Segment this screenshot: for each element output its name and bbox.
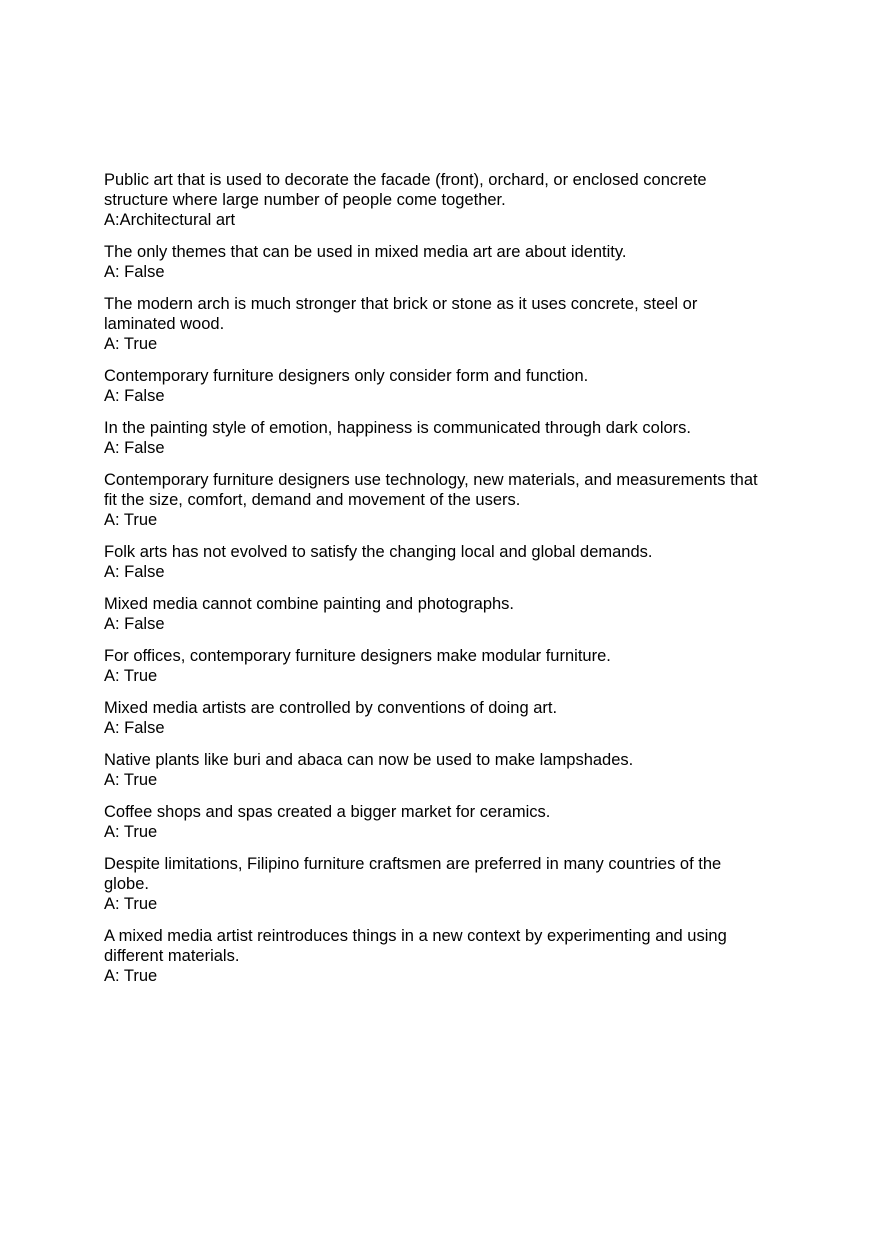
qa-item: [104, 470, 764, 530]
answer-text: A: False: [104, 719, 165, 737]
answer-text: A: False: [104, 387, 165, 405]
qa-item: [104, 242, 764, 282]
question-text: The only themes that can be used in mixed media art are about identity.: [104, 243, 627, 261]
qa-item: [104, 366, 764, 406]
question-text: Contemporary furniture designers only consider form and function.: [104, 367, 589, 385]
answer-text: A: False: [104, 563, 165, 581]
question-text: The modern arch is much stronger that brick or stone as it uses concrete, steel or laminated wood.: [104, 295, 698, 333]
question-text: Native plants like buri and abaca can now be used to make lampshades.: [104, 751, 634, 769]
answer-text: A: True: [104, 511, 158, 529]
qa-item: [104, 698, 764, 738]
answer-text: A: True: [104, 335, 158, 353]
qa-item: [104, 854, 764, 914]
qa-item: [104, 418, 764, 458]
qa-item: [104, 170, 764, 230]
qa-item: [104, 542, 764, 582]
answer-text: A: False: [104, 439, 165, 457]
answer-text: A: True: [104, 967, 158, 985]
question-text: Contemporary furniture designers use technology, new materials, and measurements that fit the size, comfort, demand and movement of the users.: [104, 471, 758, 509]
qa-item: [104, 802, 764, 842]
question-text: In the painting style of emotion, happiness is communicated through dark colors.: [104, 419, 691, 437]
qa-item: [104, 926, 764, 986]
question-text: A mixed media artist reintroduces things in a new context by experimenting and using different materials.: [104, 927, 727, 965]
qa-item: [104, 294, 764, 354]
question-text: Mixed media artists are controlled by conventions of doing art.: [104, 699, 558, 717]
qa-item: [104, 750, 764, 790]
question-text: Coffee shops and spas created a bigger market for ceramics.: [104, 803, 551, 821]
qa-item: [104, 646, 764, 686]
answer-text: A:Architectural art: [104, 211, 236, 229]
question-text: For offices, contemporary furniture designers make modular furniture.: [104, 647, 611, 665]
answer-text: A: False: [104, 263, 165, 281]
answer-text: A: True: [104, 823, 158, 841]
answer-text: A: True: [104, 667, 158, 685]
question-text: Public art that is used to decorate the facade (front), orchard, or enclosed concrete structure where large number of people come together.: [104, 171, 707, 209]
question-text: Folk arts has not evolved to satisfy the changing local and global demands.: [104, 543, 653, 561]
question-text: Mixed media cannot combine painting and photographs.: [104, 595, 515, 613]
answer-text: A: False: [104, 615, 165, 633]
answer-text: A: True: [104, 771, 158, 789]
qa-item: [104, 594, 764, 634]
question-text: Despite limitations, Filipino furniture craftsmen are preferred in many countries of the globe.: [104, 855, 722, 893]
answer-text: A: True: [104, 895, 158, 913]
qa-list: [104, 170, 764, 998]
